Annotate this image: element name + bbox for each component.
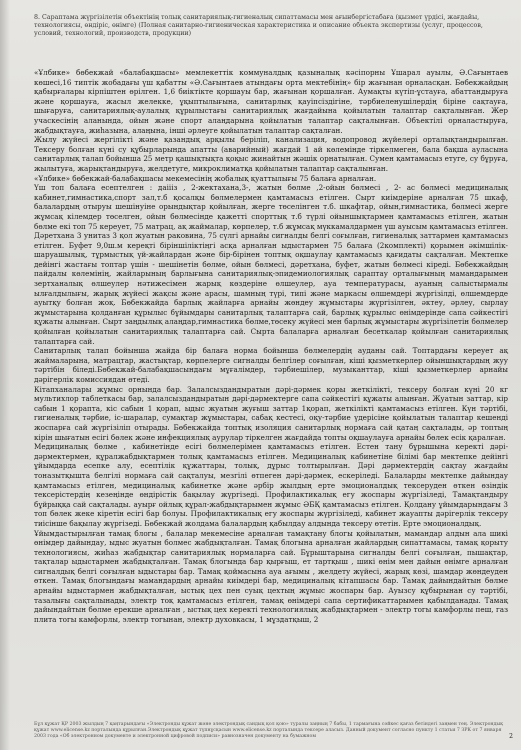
- scan-shadow: [0, 0, 10, 750]
- legal-footer: Бұл құжат ҚР 2003 жылдың 7 қаңтарындағы «Электронды құжат және электрондық сандық қол қою» туралы заңның 7 бабы, 1 тармағына сәйкес қағаз бетіндегі заңмен тең. Электрондық құжат www.elicense.kz порталында құрылған.Электрондық құжат түпнұсқасын www.elicense.kz порталында тексере аласыз. Данный документ согласно пункту 1 статьи 7 ЗРК от 7 января 2003 года «Об электронном документе и электронной цифровой подписи» равнозначен документу на бумажном: [34, 722, 505, 739]
- page-number: 2: [509, 733, 513, 740]
- document-body: «Ұлбике» бөбекжай «балабақшасы» мемлекеттік коммуналдық қазыналық кәсіпорны Ұшарал ауылы, Ә.Сағынтаев көшесі,16 типтік жобадағы үш қабатты «Ә.Сағынтаев атындағы орта мектебінің» бір жағынан орналасқан. Бөбекжайдың қабырғалары кірпіштен өрілген. 1,6 биіктікте қоршауы бар, жағынан қоршалған. Аумақты күтіп-ұстауға, абаттандыруға және қоршауға, жасыл желекке, ұқыптылығына, санитарлық қауіпсіздігіне, тәрбиеленушілердің біріне сақтауға, шығаруға, санитариялық-аулалық құрылыстағы санитариялық жағдайына қойылатын талаптар сақталынған. Жер учаскесінің аланында, ойын және спорт алаңдарына қойылатын талаптар сақталынған. Объектілі орналастыруға, жабдықтауға, жиһазына, алаңына, інші әрлеуге қойылатын талаптар сақталған. Жылу жүйесі жергілікті және қазандық арқылы беріліп, канализация, водопровод жүйелері орталықтандырылған. Тексеру болған күні су құбырларында апатты (аварийный) жағдай 1 ай көлемінде тіркелмеген, бала бақша ауласына санитарлық талап бойынша 25 метр қашықтықта қоқыс жинайтын жәшік орнатылған. Сумен қамтамасыз етуге, су бұруға, жылытуға, жарықтандыруға, желдетуге, микроклиматқа қойылатын талаптар сақталынған. «Ұлбике» бөбекжай-балабақшасы мекемесінің жобалық қуаттылығы 75 балаға арналған. Үш топ балаға есептелген : даіііз , 2-жектахана,3-, жатын бөлме ,2-ойын бөлмесі , 2- ас бөлмесі медициналық кабинет,гимнастика,спорт зал,т.б қосалқы бөлмелермен қамтамасыз етілген. Сырт киімдеріне арналған 75 шкаф, балалардың отыруы шешінуіне орындықтар қойылған, жерге төселінген т.б. шкафтар, ойын,гимнастика, бөлмесі жерге жұмсақ кілемдер төселген, ойын бөлмесінде қажетті спорттық т.б түрлі ойыншықтармен қамтамасыз етілген, жатын бөлме екі топ 75 кереует, 75 матрац, ақ жаймалар, көрпелер, т.б жұмсақ мүккамалдармен үш ауысым қамтамасыз етілген. Дәретхана 3 унитаз 3 қол жуатын раковина, 75 сүлгі арнайы сигналды белгі соғылған, гигиеналық заттармен қамтамасыз етілген. Буфет 9,0ш.м кереқті біріншіліктіңгі асқа арналған ыдыстармен 75 балаға (2комплекті) қорымен әкімшілік-шаруашылық, тұрмыстық үй-жайлардан және бір-бірінен топтық оқшаулау қамтамасыз қағидаты сақталған. Мектепке дейінгі жастағы топтар үшін - шешінетін бөлме, ойын бөлмесі, дәретхана, буфет, жатын бөлмесі кіреді. Бөбекжайдың пайдалы көлемінің, жайларының барлығына санитариялық-эпидемиологиялық сараптау орталығының мамандарымен зертханалық өлшеулер нәтижесімен жарық көздеріне өлшеулер, ауа температурасы, ауаның салыстырмалы ылғалдылығы, жарық жүйесі жақсы және арасы, шамның түрі, типі және маркасы өлшемдері жүргізілді, өлшемдерде ауытқу болған жоқ. Бөбекжайда барлық жайларға арнайы жөндеу жұмыстары жүргізілген, әктеу, әрлеу, сырлау жұмыстарына қолданған құрылыс бұйымдары санитарлық талаптарға сай, барлық құрылыс өнімдерінде сапа сәйкестігі құжаты алынған. Сырт заңдылық алаңдар,гимнастика бөлме,төсеку жүйесі мен барлық жұмыстары жүргізілетін бөлмелер қойылған қойылатын санитариялық талаптарға сай. Сырта балаларға арналған бесеткалар қойылған санитариялық талаптарға сай. Санитарлық талап бойынша жайда бір балаға норма бойынша бөлмелердің ауданы сай. Топтардағы кереует ақ жаймаларына, матрацтар, жастықтар, көрпелерге сигналды белгілер соғылған, кіші қызметкерлер ойыншықтардың жуу тәртібін біледі.Бөбекжай-балабақшасындағы мұғалімдер, тәрбиешілер, музыканттар, кіші қызметкерлер арнайы дәрігерлік комиссиядан өтеді. Кітапханалары жұмыс орнында бар. Залалсыздандыратын дәрі-дәрмек қоры жеткілікті, тексеру болған күні 20 кг мультихлор таблеткасы бар, залалсыздандыратын дәрі-дәрмектерге сапа сәйкестігі құжаты алынған. Жуатын заттар, кір сабын 1 қорапта, кіс сабын 1 қорап, ыдыс жуатын жуғыш заттар 1қорап, жеткілікті қамтамасыз етілген. Күн тәртібі, гигиеналық тәрбие, іс-шаралар, сумақтар жұмыстары, сабақ кестесі, оқу-тәрбие үдерісіне қойылатын талаптар кешенді жоспарға сай жүргізіліп отырады. Бөбекжайда топтық изоляция санитарлық нормаға сай қатаң сақталады, әр топтың кірін шығатын есігі бөлек және инфекциялық аурулар тіркелген жағдайда топты оқшаулауға арнайы бөлек есік қаралған. Медициналық бөлме , кабинетінде есігі бөлмелерімен қамтамасыз етілген. Естен тану бұрышына керекті дәрі-дәрмектермен, құралжабдықтармен толық қамтамасыз етілген. Медициналық кабинетіне білімі бар мектепке дейінгі ұйымдарда есепке алу, есептілік құжаттары, толық, дұрыс толтырылған. Дәрі дәрмектердің сақтау жағдайы тоназытқышта белгілі нормаға сай сақталуы, мезгілі өтпеген дәрі-дәрмек, ескеріледі. Балаларды мектепке дайындау қамтамасыз етілген, медициналық кабинетке және әрбір жылдың ерте эмоционалдық тексеруден өткен өзіндік тексерістердің кезеңінде өндірістік бақылау жүргізеді. Профилактикалық егу жоспары жүргізіледі, Тамақтандыру бұйрыққа сай сақталады. ауырғ ойлық құрал-жабдықтарымен жұмыс ӘБҚ қамтамасыз етілген. Қолдану ұйымдарындағы 3 топ бөлек жеке кіретін есігі бар болуы. Профилактикалық егу жоспары жүргізіледі, кабинет жауапты дәрігерлік тексеру тиісінше бақылау жүргізеді. Бөбекжай жолдама балалардың қабылдау алдында тексеру өтетін. Ерте эмоционалдық. Ұйымдастырылған тамақ блогы , балалар мекемесіне арналған тамақтану блогы қойылатын, мамандар алдын ала шикі өнімдер дайындау, ыдыс жуатын болмес жабдықталған. Тамақ блогына арналған жайлардың сипаттамасы, тамақ қорыту технологиясы, жиһаз жабдықтар санитариялық нормаларға сай. Бұрыштарына сигналды белгі соғылған, пышақтар, тақталар ыдыстармен жабдықталған. Тамақ блогында бар қырғыш, ет тартқыш , шикі өнім мен дайын өнімге арналған сигналдық белгі соғылған ыдыстары бар. Тамақ қоймасына ауа ағымы , желдету жүйесі, жарық көзі, шамдар жөндеуден өткен. Тамақ блогындағы мамандардың арнайы киімдері бар, медициналық кітапшасы бар. Тамақ дайындайтын бөлме арнайы ыдыстармен жабдықталған, ыстық цех пен суық цехтың жұмыс жоспары бар. Ауызсу құбырынан су тәртібі, тазалығы сақталынады, электр тоқ қамтамасыз етілген, тамақ өнімдері сапа сертификаттарымен қабылданады. Тамақ дайындайтын бөлме ерекше арналған , ыстық цех керекті технологиялық жабдықтармен - электр тогы камфорлы пеш, газ плита тогы камфорлы, электр тогынан, электр духовкасы, 1 мұздатқыш, 2: [34, 68, 508, 624]
- section-heading: 8. Сараптама жүргізілетін объектінің толық санитариялық-гигиеналық сипаттамасы мен ағынбергістабаға (қызмет үрдісі, жағдайы, технологиясы, өндіріс, өнімге) (Полная санитарно-гигиеническая характеристика и описание объекта экспертизы (услуг, процессов, условий, технологий, производств, продукции): [34, 14, 485, 38]
